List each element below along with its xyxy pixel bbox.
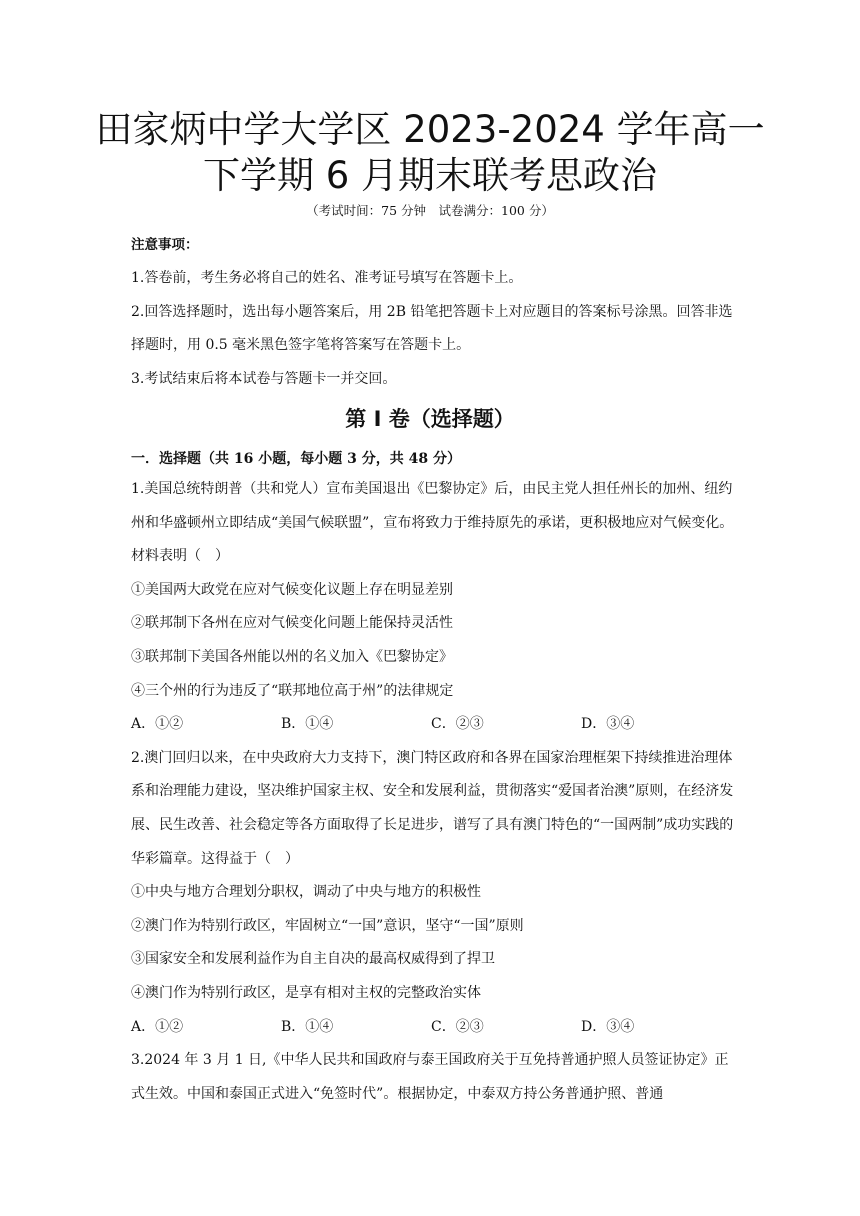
question-stem: 3.2024 年 3 月 1 日,《中华人民共和国政府与泰王国政府关于互免持普通护照人员签证协定》正式生效。中国和泰国正式进入“免签时代”。根据协定，中泰双方持公务普通护照、普通 xyxy=(131,1052,729,1102)
question-statement: ①中央与地方合理划分职权，调动了中央与地方的积极性 xyxy=(131,884,481,901)
question-statement: ④澳门作为特别行政区，是享有相对主权的完整政治实体 xyxy=(131,984,481,1001)
question-statement: ①美国两大政党在应对气候变化议题上存在明显差别 xyxy=(131,581,453,598)
question-options xyxy=(131,1011,741,1045)
note-item: 3.考试结束后将本试卷与答题卡一并交回。 xyxy=(131,370,397,387)
notes-list xyxy=(131,262,741,396)
exam-title-line-2: 下学期 6 月期末联考思政治 xyxy=(202,154,658,197)
question-statement: ②联邦制下各州在应对气候变化问题上能保持灵活性 xyxy=(131,615,453,632)
option-b: B．①④ xyxy=(281,716,334,733)
question-options xyxy=(131,708,741,742)
option-a: A．①② xyxy=(131,716,184,733)
question-stem: 1.美国总统特朗普（共和党人）宣布美国退出《巴黎协定》后，由民主党人担任州长的加州、纽约州和华盛顿州立即结成“美国气候联盟”，宣布将致力于维持原先的承诺，更积极地应对气候变化。材料表明（ ） xyxy=(131,481,734,565)
question-statement: ③国家安全和发展利益作为自主自决的最高权威得到了捍卫 xyxy=(131,951,495,968)
question-statement: ②澳门作为特别行政区，牢固树立“一国”意识，坚守“一国”原则 xyxy=(131,917,524,934)
exam-time-and-score: （考试时间：75 分钟 试卷满分：100 分） xyxy=(306,203,554,218)
option-b: B．①④ xyxy=(281,1018,334,1035)
question-statement: ③联邦制下美国各州能以州的名义加入《巴黎协定》 xyxy=(131,648,453,665)
question-list xyxy=(131,473,741,1111)
option-a: A．①② xyxy=(131,1018,184,1035)
note-item: 2.回答选择题时，选出每小题答案后，用 2B 铅笔把答题卡上对应题目的答案标号涂黑。回答非选择题时，用 0.5 毫米黑色签字笔将答案写在答题卡上。 xyxy=(131,303,733,354)
option-d: D．③④ xyxy=(581,716,635,733)
exam-title-line-1: 田家炳中学大学区 2023-2024 学年高一 xyxy=(95,108,765,151)
option-d: D．③④ xyxy=(581,1018,635,1035)
option-c: C．②③ xyxy=(431,1018,484,1035)
question-statement: ④三个州的行为违反了“联邦地位高于州”的法律规定 xyxy=(131,682,454,699)
notes-heading: 注意事项： xyxy=(131,237,199,253)
part-heading: 一．选择题（共 16 小题，每小题 3 分，共 48 分） xyxy=(131,451,461,467)
option-c: C．②③ xyxy=(431,716,484,733)
section-title: 第 I 卷（选择题） xyxy=(345,407,515,431)
note-item: 1.答卷前，考生务必将自己的姓名、准考证号填写在答题卡上。 xyxy=(131,270,523,286)
question-stem: 2.澳门回归以来，在中央政府大力支持下，澳门特区政府和各界在国家治理框架下持续推进治理体系和治理能力建设，坚决维护国家主权、安全和发展利益，贯彻落实“爱国者治澳”原则，在经济发展、民生改善、社会稳定等各方面取得了长足进步，谱写了具有澳门特色的“一国两制”成功实践的华彩篇章。这得益于（ ） xyxy=(131,749,734,867)
